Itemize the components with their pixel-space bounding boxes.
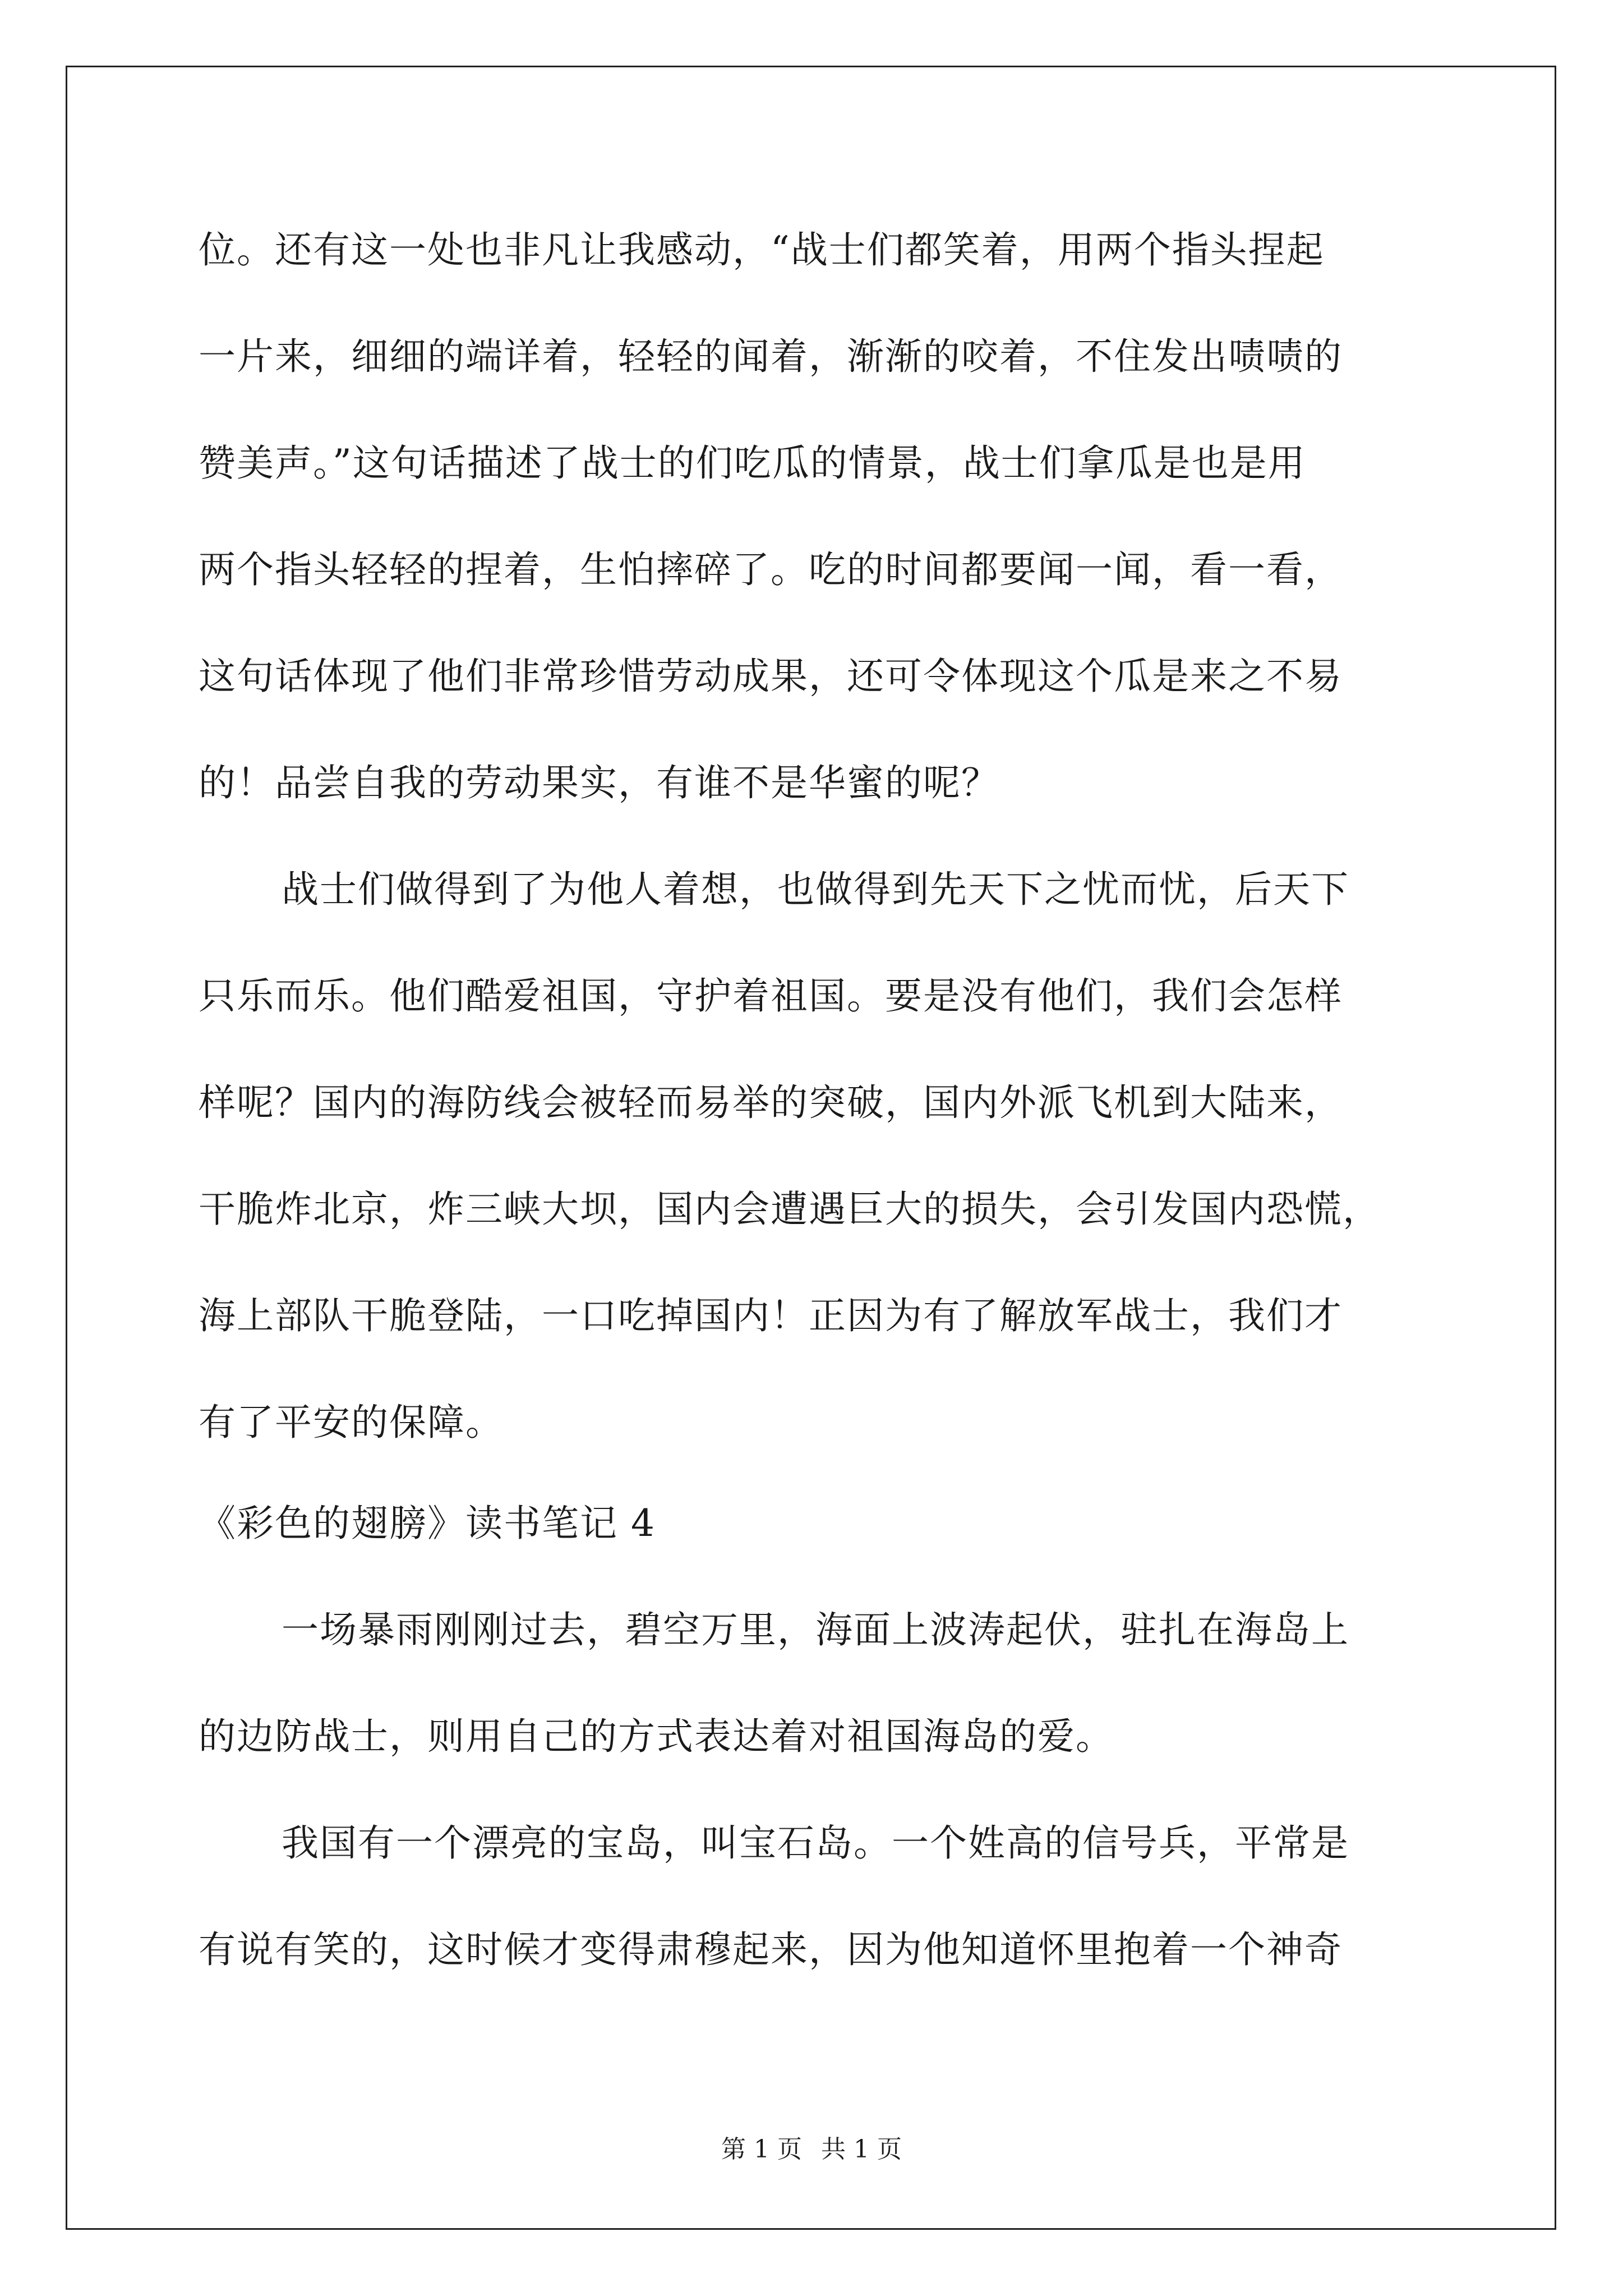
body-line-12: 有了平安的保障。 bbox=[199, 1401, 504, 1444]
body-line-5: 这句话体现了他们非常珍惜劳动成果，还可令体现这个瓜是来之不易 bbox=[199, 655, 1343, 698]
page-total: 共 1 页 bbox=[821, 2135, 902, 2164]
body-line-7: 战士们做得到了为他人着想，也做得到先天下之忧而忧，后天下 bbox=[282, 868, 1349, 911]
body-line-3: 赞美声。”这句话描述了战士的们吃瓜的情景，战士们拿瓜是也是用 bbox=[199, 441, 1306, 485]
body-line-16: 有说有笑的，这时候才变得肃穆起来，因为他知道怀里抱着一个神奇 bbox=[199, 1928, 1343, 1971]
page-footer bbox=[0, 2137, 1623, 2162]
section-title: 《彩色的翅膀》读书笔记 4 bbox=[199, 1502, 656, 1545]
body-line-9: 样呢？国内的海防线会被轻而易举的突破，国内外派飞机到大陆来， bbox=[199, 1081, 1343, 1124]
body-line-15: 我国有一个漂亮的宝岛，叫宝石岛。一个姓高的信号兵，平常是 bbox=[282, 1821, 1349, 1865]
body-line-13: 一场暴雨刚刚过去，碧空万里，海面上波涛起伏，驻扎在海岛上 bbox=[282, 1608, 1349, 1651]
page-number: 第 1 页 bbox=[721, 2135, 802, 2164]
body-line-6: 的！品尝自我的劳动果实，有谁不是华蜜的呢？ bbox=[199, 761, 999, 804]
body-line-4: 两个指头轻轻的捏着，生怕摔碎了。吃的时间都要闻一闻，看一看， bbox=[199, 548, 1343, 591]
page-border bbox=[66, 66, 1556, 2230]
body-line-14: 的边防战士，则用自己的方式表达着对祖国海岛的爱。 bbox=[199, 1715, 1114, 1758]
body-line-11: 海上部队干脆登陆，一口吃掉国内！正因为有了解放军战士，我们才 bbox=[199, 1294, 1343, 1337]
body-line-10: 干脆炸北京，炸三峡大坝，国内会遭遇巨大的损失，会引发国内恐慌， bbox=[199, 1188, 1381, 1231]
body-line-8: 只乐而乐。他们酷爱祖国，守护着祖国。要是没有他们，我们会怎样 bbox=[199, 974, 1343, 1018]
body-line-2: 一片来，细细的端详着，轻轻的闻着，渐渐的咬着，不住发出啧啧的 bbox=[199, 335, 1343, 378]
body-line-1: 位。还有这一处也非凡让我感动，“战士们都笑着，用两个指头捏起 bbox=[199, 228, 1325, 272]
